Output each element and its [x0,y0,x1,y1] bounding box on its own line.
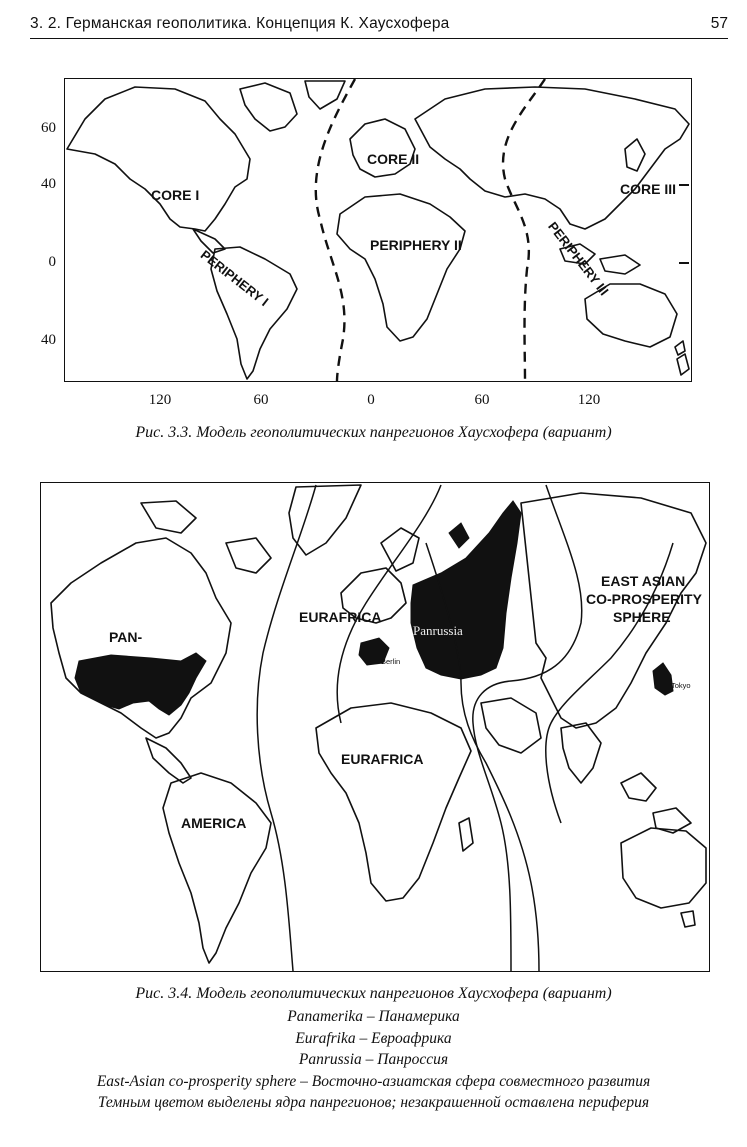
figure-3-3-caption: Рис. 3.3. Модель геополитических панрегионов Хаусхофера (вариант) [135,424,612,441]
y-tick-60: 60 [41,120,56,136]
x-tick-60-west: 60 [253,392,269,408]
x-tick-120-west: 120 [148,392,172,408]
running-header [30,12,728,39]
legend-line-panrussia: Panrussia – Панроссия [298,1051,449,1068]
page-number: 57 [710,15,728,32]
figure-3-4-legend [0,1006,747,1114]
label-east-asian-2: CO-PROSPERITY [586,591,702,607]
label-periphery-2: PERIPHERY II [370,237,462,253]
label-east-asian-3: SPHERE [613,609,671,625]
legend-line-east-asian: East-Asian co-prosperity sphere – Восточно-азиатская сфера совместного развития [96,1072,651,1090]
label-periphery-3: PERIPHERY III [545,219,612,299]
header-title: 3. 2. Германская геополитика. Концепция К. Хаусхофера [30,15,450,32]
label-core-1: CORE I [151,187,200,203]
label-america: AMERICA [181,815,247,831]
figure-3-4-caption: Рис. 3.4. Модель геополитических панрегионов Хаусхофера (вариант) [135,985,612,1002]
y-tick-0: 0 [48,254,56,270]
label-tokyo: Tokyo [671,681,691,690]
legend-line-note: Темным цветом выделены ядра панрегионов; незакрашенной оставлена периферия [97,1094,650,1111]
label-berlin: Berlin [381,657,401,666]
label-east-asian-1: EAST ASIAN [601,573,686,589]
world-map-panregions [41,483,709,971]
label-panrussia: Panrussia [413,623,463,638]
world-map-outline [65,79,691,381]
label-pan: PAN- [109,629,143,645]
legend-line-eurafrika: Eurafrika – Евроафрика [295,1029,452,1047]
y-tick-40: 40 [41,176,56,192]
x-tick-120-east: 120 [577,392,601,408]
figure-3-4-map [40,482,710,972]
label-eurafrica-south: EURAFRICA [341,751,424,767]
x-tick-0: 0 [367,392,375,408]
legend-line-panamerika: Panamerika – Панамерика [287,1008,460,1025]
label-periphery-1: PERIPHERY I [197,247,272,310]
figure-3-3-map [64,78,692,382]
label-eurafrica-north: EURAFRICA [299,609,382,625]
label-core-3: CORE III [620,181,677,197]
label-core-2: CORE II [367,151,420,167]
x-tick-60-east: 60 [474,392,490,408]
y-tick-minus-40: 40 [41,332,56,348]
